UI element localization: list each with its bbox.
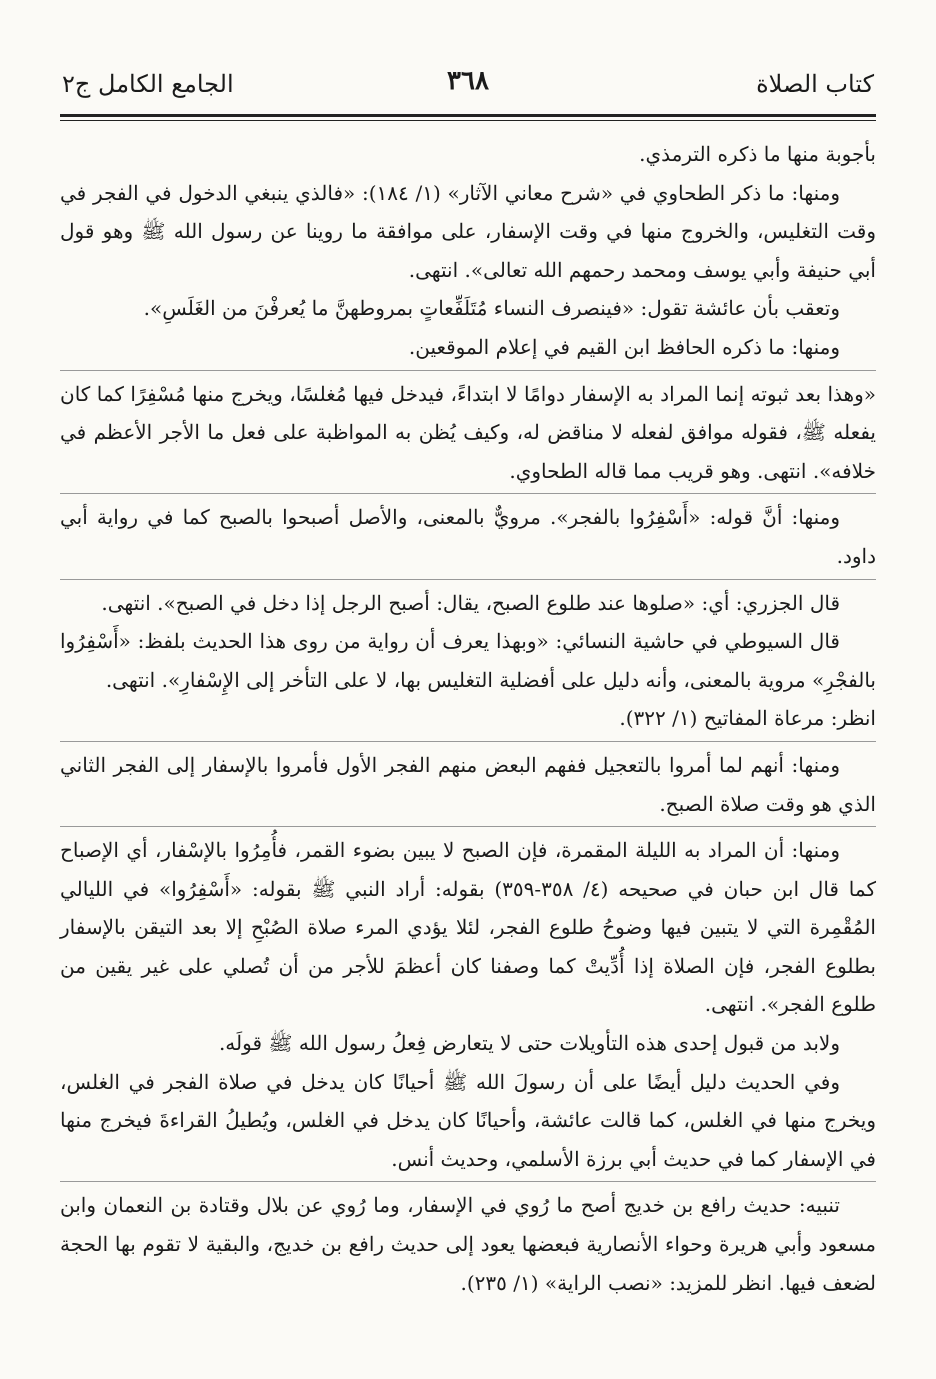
volume-title: الجامع الكامل ج٢ (62, 70, 234, 98)
separator (60, 826, 876, 827)
page-body (60, 135, 876, 1302)
header-rule-thick (60, 114, 876, 117)
page-header (60, 60, 876, 112)
paragraph: قال السيوطي في حاشية النسائي: «وبهذا يعرف أن رواية من روى هذا الحديث بلفظ: «أَسْفِرُوا بالفجْرِ» مروية بالمعنى، وأنه دليل على أفضلية التغليس بها، لا على التأخر إلى الإِسْفارِ». انتهى. (60, 629, 876, 692)
paragraph: ومنها: أنَّ قوله: «أَسْفِرُوا بالفجر». مرويٌّ بالمعنى، والأصل أصبحوا بالصبح كما في رواية أبي داود. (60, 505, 876, 568)
separator (60, 1181, 876, 1182)
separator (60, 741, 876, 742)
note-paragraph: تنبيه: حديث رافع بن خديج أصح ما رُوي في الإسفار، وما رُوي عن بلال وقتادة بن النعمان وابن مسعود وأبي هريرة وحواء الأنصارية فبعضها يعود إلى حديث رافع بن خديج، والبقية لا تقوم بها الحجة لضعف فيها. انظر للمزيد: «نصب الراية» (١/ ٢٣٥). (60, 1193, 876, 1295)
paragraph: ومنها: ما ذكر الطحاوي في «شرح معاني الآثار» (١/ ١٨٤): «فالذي ينبغي الدخول في الفجر في وقت التغليس، والخروج منها في وقت الإسفار، على موافقة ما روينا عن رسول الله ﷺ وهو قول أبي حنيفة وأبي يوسف ومحمد رحمهم الله تعالى». انتهى. (60, 180, 876, 282)
paragraph: ومنها: ما ذكره الحافظ ابن القيم في إعلام الموقعين. (408, 334, 840, 359)
paragraph: قال الجزري: أي: «صلوها عند طلوع الصبح، يقال: أصبح الرجل إذا دخل في الصبح». انتهى. (101, 590, 840, 615)
paragraph: بأجوبة منها ما ذكره الترمذي. (639, 142, 876, 166)
paragraph: ومنها: أن المراد به الليلة المقمرة، فإن الصبح لا يبين بضوء القمر، فأُمِرُوا بالإسْفار، أي الإصباح كما قال ابن حبان في صحيحه (٤/ ٣٥٨-٣٥٩) بقوله: أراد النبي ﷺ بقوله: «أَسْفِرُوا» في الليالي المُقْمِرة التي لا يتبين فيها وضوحُ طلوع الفجر، لئلا يؤدي المرء صلاة الصُبْحِ إلا بعد التيقن بالإسفار بطلوع الفجر، فإن الصلاة إذا أُدِّيتْ كما وصفنا كان أعظمَ للأجر من أن تُصلي على غير يقين من طلوع الفجر». انتهى. (60, 838, 876, 1017)
paragraph: وفي الحديث دليل أيضًا على أن رسولَ الله ﷺ أحيانًا كان يدخل في صلاة الفجر في الغلس، ويخرج منها في الغلس، كما قالت عائشة، وأحيانًا كان يدخل في الغلس، ويُطيلُ القراءةَ فيخرج منها في الإسفار كما في حديث أبي برزة الأسلمي، وحديث أنس. (60, 1069, 876, 1171)
paragraph: وتعقب بأن عائشة تقول: «فينصرف النساء مُتَلَفِّعاتٍ بمروطهنَّ ما يُعرفْنَ من الغَلَسِ». (143, 296, 840, 321)
separator (60, 493, 876, 494)
paragraph: انظر: مرعاة المفاتيح (١/ ٣٢٢). (619, 706, 876, 731)
separator (60, 370, 876, 371)
paragraph: ولابد من قبول إحدى هذه التأويلات حتى لا يتعارض فِعلُ رسول الله ﷺ قولَه. (218, 1031, 840, 1056)
quote-paragraph: «وهذا بعد ثبوته إنما المراد به الإسفار دوامًا لا ابتداءً، فيدخل فيها مُغلسًا، ويخرج منها مُسْفِرًا كما كان يفعله ﷺ، فقوله موافق لفعله لا مناقض له، وكيف يُظن به المواظبة على فعل ما الأجر الأعظم في خلافه». انتهى. وهو قريب مما قاله الطحاوي. (60, 381, 877, 483)
paragraph: ومنها: أنهم لما أمروا بالتعجيل ففهم البعض منهم الفجر الأول فأمروا بالإسفار إلى الفجر الثاني الذي هو وقت صلاة الصبح. (60, 752, 876, 816)
book-title: كتاب الصلاة (756, 70, 874, 98)
page-number: ٣٦٨ (447, 66, 489, 96)
separator (60, 579, 876, 580)
header-rule-thin (60, 120, 876, 121)
